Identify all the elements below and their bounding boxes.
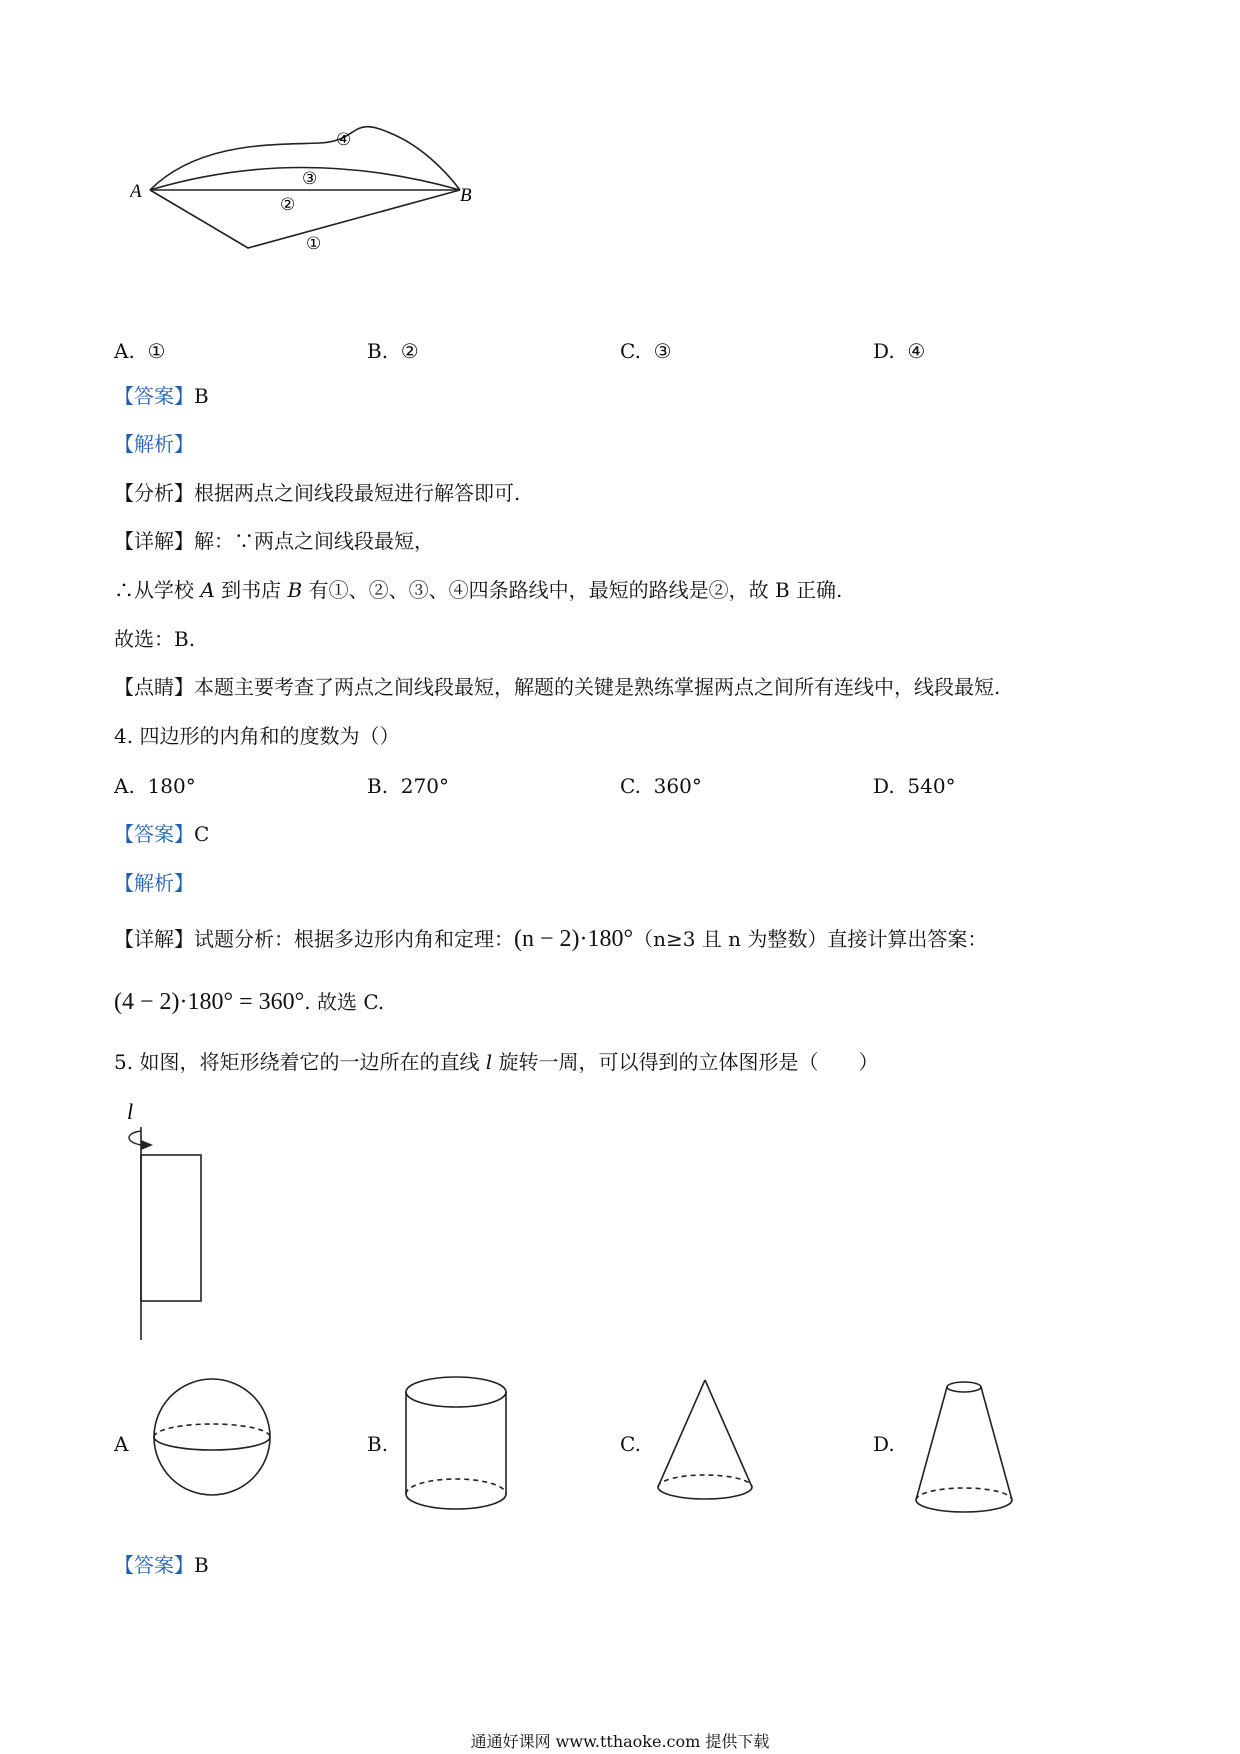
q3-xiangjie: 【详解】解：∵两点之间线段最短，: [114, 529, 434, 553]
cone-shape: [650, 1375, 760, 1510]
route-3-label: ③: [302, 169, 318, 188]
route-4-label: ④: [336, 130, 352, 149]
axis-l-label: l: [127, 1099, 134, 1124]
q4-xiangjie: 【详解】试题分析：根据多边形内角和定理：(n − 2)·180°（n≥3 且 n 为整数）直接计算出答案：: [114, 926, 988, 952]
q5-option-b-letter: B.: [367, 1432, 389, 1456]
q3-option-c: C. ③: [620, 339, 672, 363]
q5-option-d-letter: D.: [873, 1432, 895, 1456]
point-b-label: B: [460, 185, 472, 206]
q5-option-c-letter: C.: [620, 1432, 641, 1456]
rotation-arrowhead-icon: [141, 1140, 153, 1150]
route-1-label: ①: [306, 234, 322, 253]
q4-answer: 【答案】C: [114, 822, 210, 846]
q3-answer: 【答案】B: [114, 384, 209, 408]
route-figure: [130, 125, 550, 290]
q5-stem: 5. 如图，将矩形绕着它的一边所在的直线 l 旋转一周，可以得到的立体图形是（ ）: [114, 1050, 879, 1074]
q3-fenxi: 【分析】根据两点之间线段最短进行解答即可.: [114, 481, 521, 505]
frustum-shape: [910, 1375, 1020, 1520]
q4-analysis-tag: 【解析】: [114, 871, 194, 895]
q3-option-b: B. ②: [367, 339, 419, 363]
q4-option-b: B. 270°: [367, 774, 449, 798]
sphere-shape: [150, 1375, 275, 1500]
q5-option-a-letter: A: [114, 1432, 129, 1456]
q4-stem: 4. 四边形的内角和的度数为（）: [114, 724, 400, 748]
rectangle: [141, 1155, 201, 1301]
q3-analysis-tag: 【解析】: [114, 432, 194, 456]
q4-formula-result: (4 − 2)·180° = 360°: [114, 989, 305, 1015]
route-1-polyline: [150, 190, 460, 248]
q3-dianjing: 【点睛】本题主要考查了两点之间线段最短，解题的关键是熟练掌握两点之间所有连线中，线段最短.: [114, 675, 1001, 699]
q4-formula-general: (n − 2)·180°: [514, 926, 634, 952]
q4-result: (4 − 2)·180° = 360°. 故选 C.: [114, 989, 385, 1015]
q3-choose: 故选：B.: [114, 627, 196, 651]
q3-therefore: ∴从学校 A 到书店 B 有①、②、③、④四条路线中，最短的路线是②，故 B 正确.: [114, 578, 843, 602]
rectangle-rotation-figure: [115, 1095, 215, 1345]
cylinder-shape: [400, 1372, 515, 1517]
q4-option-c: C. 360°: [620, 774, 702, 798]
q3-option-d: D. ④: [873, 339, 926, 363]
q4-option-a: A. 180°: [114, 774, 196, 798]
page-footer: 通通好课网 www.tthaoke.com 提供下载: [470, 1732, 770, 1751]
point-a-label: A: [130, 181, 142, 202]
rotation-arrow-icon: [129, 1131, 141, 1145]
q5-answer: 【答案】B: [114, 1553, 209, 1577]
q3-option-a: A. ①: [114, 339, 166, 363]
route-2-label: ②: [280, 195, 296, 214]
q4-option-d: D. 540°: [873, 774, 956, 798]
